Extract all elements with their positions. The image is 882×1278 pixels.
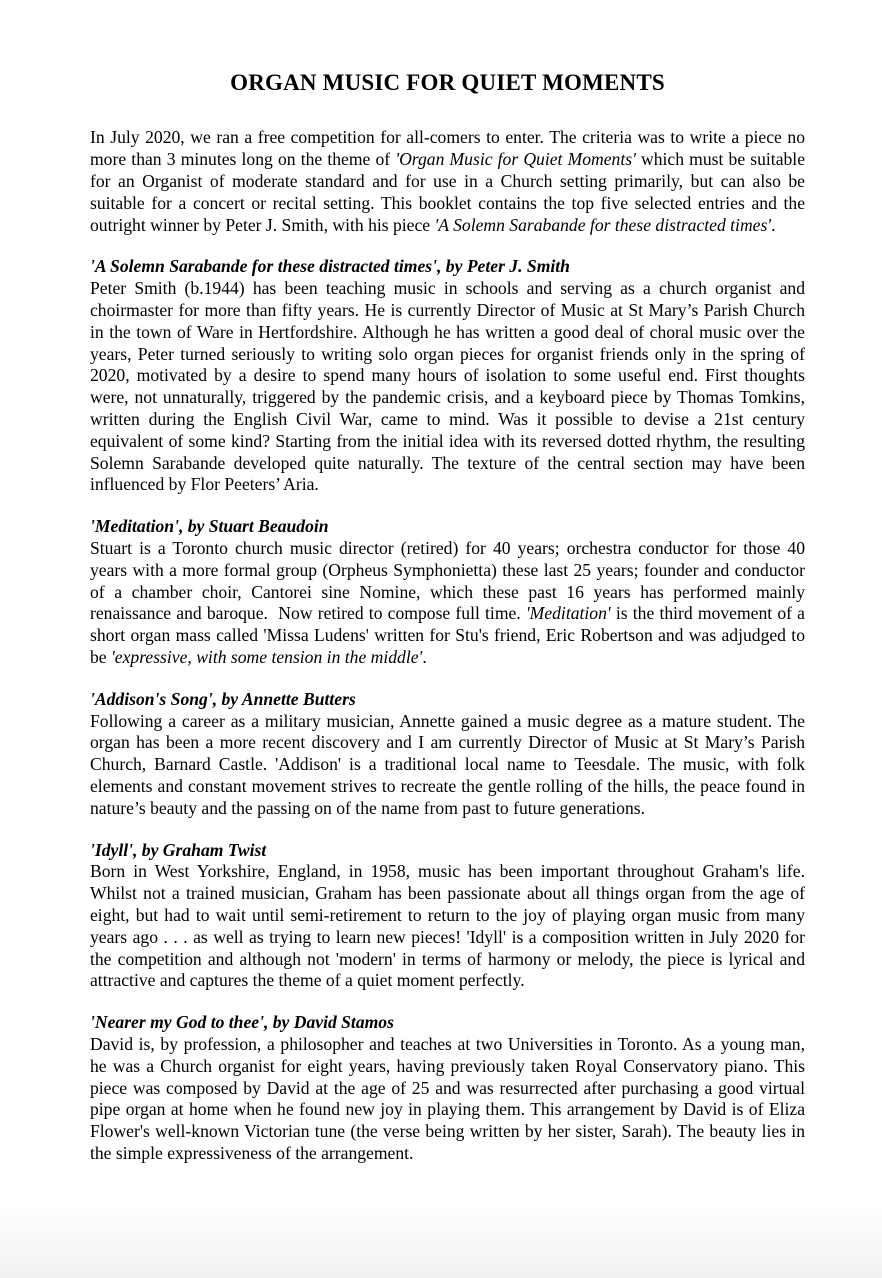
section-nearer-my-god — [90, 1012, 810, 1165]
page-title: ORGAN MUSIC FOR QUIET MOMENTS — [230, 70, 665, 95]
section-paragraph: Peter Smith (b.1944) has been teaching music in schools and serving as a church organist and choirmaster for more than fifty years. He is currently Director of Music at St Mary’s Parish Church in the town of Ware in Hertfordshire. Although he has written a good deal of choral music over the years, Peter turned seriously to writing solo organ pieces for organist friends only in the spring of 2020, motivated by a desire to spend many hours of isolation to some useful end. First thoughts were, not unnaturally, triggered by the pandemic crisis, and a keyboard piece by Thomas Tomkins, written during the English Civil War, came to mind. Was it possible to devise a 21st century equivalent of some kind? Starting from the initial idea with its reversed dotted rhythm, the resulting Solemn Sarabande developed quite naturally. The texture of the central section may have been influenced by Flor Peeters’ Aria. — [90, 278, 810, 495]
section-heading: 'Idyll', by Graham Twist — [90, 839, 267, 860]
section-paragraph: David is, by profession, a philosopher and teaches at two Universities in Toronto. As a young man, he was a Church organist for eight years, having previously taken Royal Conservatory piano. This piece was composed by David at the age of 25 and was resurrected after purchasing a good virtual pipe organ at home when he found new joy in playing them. This arrangement by David is of Eliza Flower's well-known Victorian tune (the verse being written by her sister, Sarah). The beauty lies in the simple expressiveness of the arrangement. — [90, 1033, 810, 1163]
section-heading: 'Meditation', by Stuart Beaudoin — [90, 516, 329, 537]
section-heading: 'Addison's Song', by Annette Butters — [90, 688, 356, 709]
intro-paragraph: In July 2020, we ran a free competition for all-comers to enter. The criteria was to write a piece no more than 3 minutes long on the theme of 'Organ Music for Quiet Moments' which must be suitable for an Organist of moderate standard and for use in a Church setting primarily, but can also be suitable for a concert or recital setting. This booklet contains the top five selected entries and the outright winner by Peter J. Smith, with his piece 'A Solemn Sarabande for these distracted times'. — [90, 127, 810, 235]
section-paragraph: Stuart is a Toronto church music director (retired) for 40 years; orchestra conductor for those 40 years with a more formal group (Orpheus Symphonietta) these last 25 years; founder and conductor of a chamber choir, Cantorei sine Nomine, which these past 16 years has performed mainly renaissance and baroque. Now retired to compose full time. 'Meditation' is the third movement of a short organ mass called 'Missa Ludens' written for Stu's friend, Eric Robertson and was adjudged to be 'expressive, with some tension in the middle'. — [90, 537, 810, 667]
section-idyll — [90, 839, 810, 993]
section-heading: 'Nearer my God to thee', by David Stamos — [90, 1012, 394, 1033]
section-heading: 'A Solemn Sarabande for these distracted times', by Peter J. Smith — [90, 256, 570, 277]
section-meditation — [90, 516, 810, 669]
section-paragraph: Born in West Yorkshire, England, in 1958, music has been important throughout Graham's life. Whilst not a trained musician, Graham has been passionate about all things organ from the age of eight, but had to wait until semi-retirement to return to the joy of playing organ music from many years ago . . . as well as trying to learn new pieces! 'Idyll' is a composition written in July 2020 for the competition and although not 'modern' in terms of harmony or melody, the piece is lyrical and attractive and captures the theme of a quiet moment perfectly. — [90, 861, 810, 991]
section-solemn-sarabande — [90, 256, 810, 496]
section-addisons-song — [90, 688, 810, 820]
section-paragraph: Following a career as a military musician, Annette gained a music degree as a mature student. The organ has been a more recent discovery and I am currently Director of Music at St Mary’s Parish Church, Barnard Castle. 'Addison' is a traditional local name to Teesdale. The music, with folk elements and constant movement strives to recreate the gentle rolling of the hills, the peace found in nature’s beauty and the passing on of the name from past to future generations. — [90, 710, 810, 818]
